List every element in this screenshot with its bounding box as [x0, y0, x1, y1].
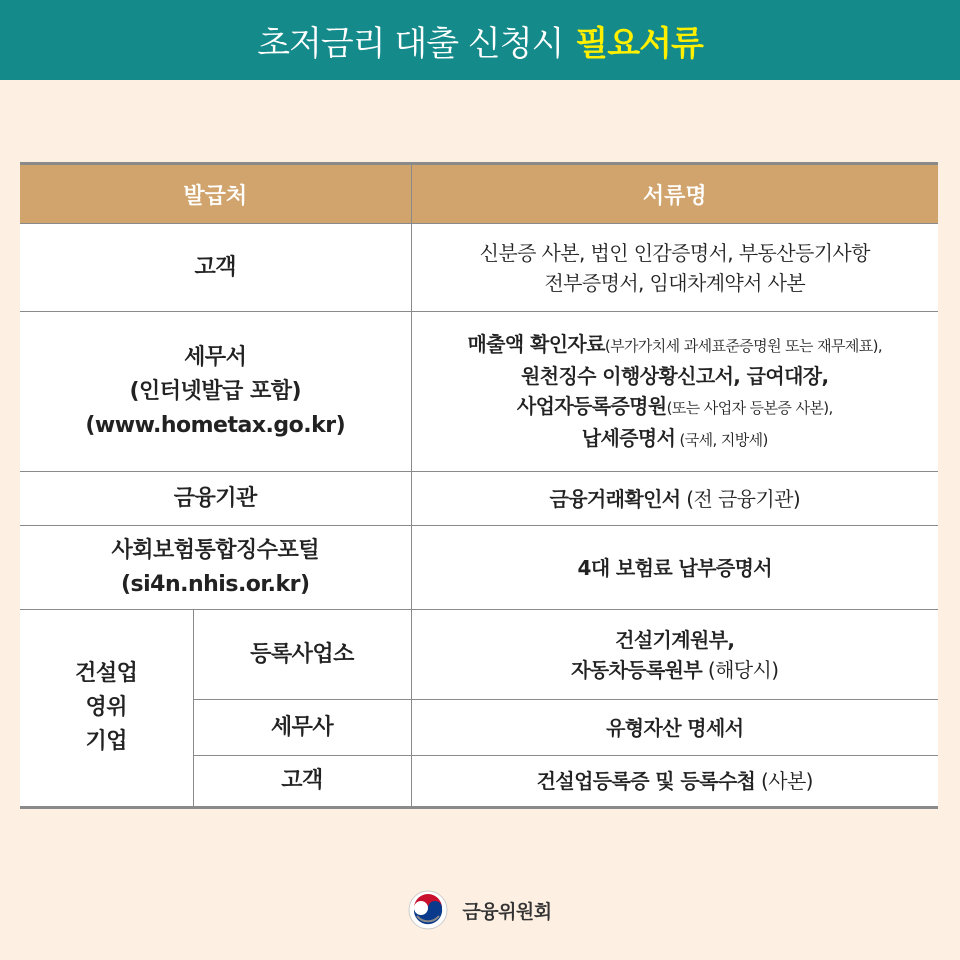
taegeuk-emblem-icon — [408, 890, 448, 930]
document-name: 유형자산 명세서 — [606, 715, 744, 740]
documents-cell — [411, 610, 938, 700]
table-row-customer — [20, 224, 938, 312]
table-row-social-insurance — [20, 526, 938, 610]
issuer-label: 사회보험통합징수포털 — [111, 537, 320, 563]
group-label: 영위 — [85, 695, 127, 720]
issuer-cell — [193, 756, 411, 808]
footer-logo — [0, 880, 960, 940]
issuer-label: 등록사업소 — [250, 641, 354, 667]
column-header-documents: 서류명 — [411, 164, 938, 224]
document-name: 납세증명서 — [581, 425, 676, 450]
documents-cell — [411, 472, 938, 526]
issuer-label: 고객 — [194, 254, 237, 280]
document-line: 전부증명서, 임대차계약서 사본 — [544, 270, 806, 295]
construction-group-cell — [20, 610, 193, 808]
issuer-label: 세무사 — [270, 714, 334, 740]
page-header — [0, 0, 960, 80]
documents-cell — [411, 312, 938, 472]
document-name: 사업자등록증명원 — [516, 393, 667, 418]
issuer-url: (si4n.nhis.or.kr) — [120, 571, 310, 597]
issuer-cell — [20, 224, 411, 312]
page-title-highlight: 필요서류 — [575, 23, 703, 64]
issuer-label: 세무서 — [184, 344, 247, 370]
document-note: (사본) — [755, 769, 813, 793]
document-line: 신분증 사본, 법인 인감증명서, 부동산등기사항 — [479, 240, 870, 265]
document-name: 건설업등록증 및 등록수첩 — [536, 769, 756, 793]
issuer-cell — [20, 526, 411, 610]
documents-cell — [411, 224, 938, 312]
document-name: 4대 보험료 납부증명서 — [577, 555, 773, 580]
table-row-construction-registry — [20, 610, 938, 700]
document-name: 매출액 확인자료 — [467, 331, 605, 356]
issuer-cell — [20, 472, 411, 526]
documents-cell — [411, 756, 938, 808]
document-line — [418, 391, 933, 423]
document-name: 자동차등록원부 — [571, 657, 703, 682]
document-note: (또는 사업자 등본증 사본), — [666, 398, 833, 417]
document-line — [418, 329, 933, 361]
document-note: (해당시) — [702, 657, 779, 682]
issuer-cell — [193, 700, 411, 756]
issuer-cell — [20, 312, 411, 472]
group-label: 기업 — [85, 729, 127, 754]
issuer-cell — [193, 610, 411, 700]
required-documents-table — [20, 162, 938, 809]
page-title: 초저금리 대출 신청시 — [257, 23, 564, 64]
issuer-label: 고객 — [281, 768, 323, 793]
document-note: (전 금융기관) — [680, 486, 801, 511]
document-name: 금융거래확인서 — [549, 486, 681, 511]
issuer-url: (www.hometax.go.kr) — [85, 412, 346, 438]
organization-name: 금융위원회 — [462, 900, 552, 923]
document-line — [418, 423, 933, 455]
table-row-tax-office — [20, 312, 938, 472]
table-row-financial — [20, 472, 938, 526]
group-label: 건설업 — [75, 661, 138, 686]
column-header-issuer: 발급처 — [20, 164, 411, 224]
document-note: (국세, 지방세) — [675, 430, 768, 449]
document-name: 건설기계원부, — [615, 627, 735, 652]
documents-cell — [411, 700, 938, 756]
document-note: (부가가치세 과세표준증명원 또는 재무제표), — [604, 336, 883, 355]
document-line — [418, 655, 933, 685]
document-line: 원천징수 이행상황신고서, 급여대장, — [521, 363, 829, 388]
issuer-note: (인터넷발급 포함) — [129, 378, 302, 404]
table-header-row — [20, 164, 938, 224]
issuer-label: 금융기관 — [173, 485, 257, 511]
documents-cell — [411, 526, 938, 610]
